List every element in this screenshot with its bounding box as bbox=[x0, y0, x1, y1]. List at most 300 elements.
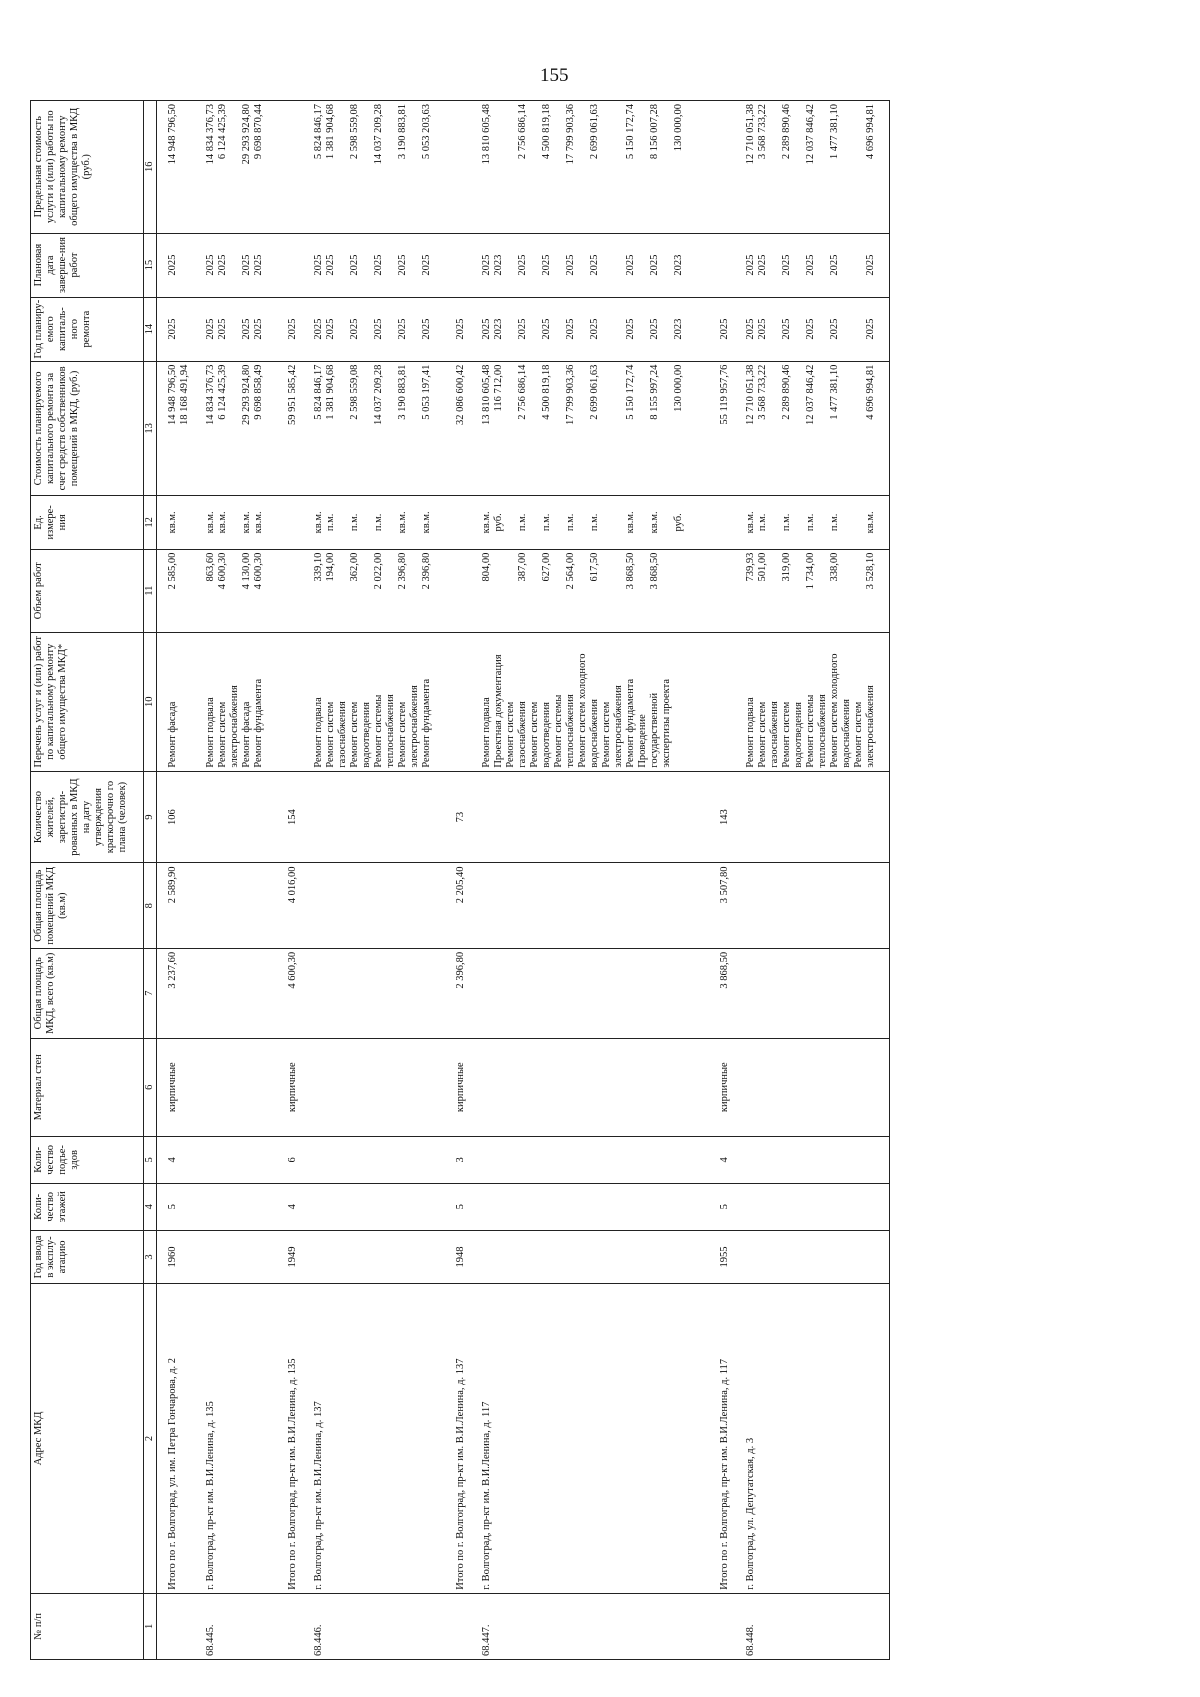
work-cost: 2 699 061,63 bbox=[589, 364, 600, 420]
work-unit: п.м. bbox=[349, 513, 360, 532]
work-name: Проектная документация bbox=[493, 654, 504, 768]
column-header: Материал стен bbox=[31, 1038, 144, 1136]
work-unit: руб. bbox=[673, 513, 684, 532]
wall-material: кирпичные bbox=[445, 1038, 467, 1136]
work-volume: 319,00 bbox=[781, 552, 792, 582]
limit-cost: 2 699 061,63 bbox=[589, 104, 600, 160]
limit-cost: 29 293 924,80 bbox=[241, 104, 252, 165]
work-unit: кв.м. bbox=[313, 511, 324, 534]
plan-year: 2025 bbox=[649, 318, 660, 340]
column-number: 8 bbox=[144, 863, 157, 948]
end-date: 2023 bbox=[493, 254, 504, 276]
limit-cost: 3 568 733,22 bbox=[757, 104, 768, 160]
limit-cost: 14 948 796,50 bbox=[167, 104, 178, 165]
work-volumes bbox=[299, 549, 445, 632]
empty-cell bbox=[191, 863, 277, 948]
total-area: 4 600,30 bbox=[277, 948, 299, 1038]
total-sum: 32 086 600,42 bbox=[455, 364, 466, 426]
work-unit: кв.м. bbox=[625, 511, 636, 534]
row-number bbox=[277, 1593, 299, 1659]
end-date: 2025 bbox=[541, 254, 552, 276]
work-costs bbox=[709, 361, 731, 496]
column-number: 6 bbox=[144, 1038, 157, 1136]
end-date: 2025 bbox=[241, 254, 252, 276]
work-name: Ремонт подвала bbox=[313, 697, 324, 768]
address: г. Волгоград, пр-кт им. В.И.Ленина, д. 135 bbox=[191, 1284, 277, 1594]
work-cost: 9 698 858,49 bbox=[253, 364, 264, 420]
empty-cell bbox=[299, 863, 445, 948]
work-names bbox=[191, 632, 277, 771]
plan-year: 2025 bbox=[205, 318, 216, 340]
limit-cost: 9 698 870,44 bbox=[253, 104, 264, 160]
limit-cost: 13 810 605,48 bbox=[481, 104, 492, 165]
plan-year: 2025 bbox=[313, 318, 324, 340]
year-built: 1949 bbox=[277, 1230, 299, 1283]
residents: 154 bbox=[277, 771, 299, 863]
plan-year: 2025 bbox=[805, 318, 816, 340]
end-date: 2023 bbox=[673, 254, 684, 276]
empty-cell bbox=[191, 1230, 277, 1283]
work-name: Ремонт системы теплоснабжения bbox=[373, 694, 396, 768]
column-number: 13 bbox=[144, 361, 157, 496]
work-cost: 1 381 904,68 bbox=[325, 364, 336, 420]
column-number: 5 bbox=[144, 1136, 157, 1183]
header-row bbox=[31, 101, 144, 1660]
end-date: 2025 bbox=[829, 254, 840, 276]
limit-cost: 8 156 007,28 bbox=[649, 104, 660, 160]
end-date: 2025 bbox=[649, 254, 660, 276]
limit-cost: 17 799 903,36 bbox=[565, 104, 576, 165]
plan-year: 2025 bbox=[589, 318, 600, 340]
work-cost: 2 289 890,46 bbox=[781, 364, 792, 420]
work-costs bbox=[299, 361, 445, 496]
work-cost: 3 190 883,81 bbox=[397, 364, 408, 420]
work-cost: 8 155 997,24 bbox=[649, 364, 660, 420]
end-date: 2025 bbox=[205, 254, 216, 276]
work-unit: п.м. bbox=[829, 513, 840, 532]
limit-cost: 5 053 203,63 bbox=[421, 104, 432, 160]
work-name: Ремонт систем водоотведения bbox=[529, 701, 552, 768]
work-unit: п.м. bbox=[781, 513, 792, 532]
work-name: Ремонт подвала bbox=[205, 697, 216, 768]
column-header: Адрес МКД bbox=[31, 1284, 144, 1594]
column-number: 1 bbox=[144, 1593, 157, 1659]
empty-cell bbox=[299, 1183, 445, 1230]
column-header: № п/п bbox=[31, 1593, 144, 1659]
work-names bbox=[299, 632, 445, 771]
row-number bbox=[445, 1593, 467, 1659]
plan-year: 2025 bbox=[829, 318, 840, 340]
work-volumes bbox=[277, 549, 299, 632]
work-unit: п.м. bbox=[589, 513, 600, 532]
work-costs bbox=[731, 361, 890, 496]
rooms-area: 2 205,40 bbox=[445, 863, 467, 948]
total-row bbox=[709, 101, 731, 1660]
address: г. Волгоград, ул. Депутатская, д. 3 bbox=[731, 1284, 890, 1594]
work-cost: 1 477 381,10 bbox=[829, 364, 840, 420]
work-units bbox=[731, 496, 890, 549]
work-name: Ремонт систем электроснабжения bbox=[601, 685, 624, 768]
work-volume: 2 564,00 bbox=[565, 552, 576, 590]
limit-cost: 1 381 904,68 bbox=[325, 104, 336, 160]
work-name: Ремонт систем холодного водоснабжения bbox=[577, 653, 600, 768]
limit-cost bbox=[493, 104, 517, 230]
floors: 5 bbox=[157, 1183, 192, 1230]
row-number: 68.448. bbox=[731, 1593, 890, 1659]
limit-costs bbox=[731, 101, 890, 234]
plan-year: 2023 bbox=[673, 318, 684, 340]
row-number bbox=[157, 1593, 192, 1659]
end-dates bbox=[299, 233, 445, 297]
column-header: Коли-чество подъе-здов bbox=[31, 1136, 144, 1183]
work-costs bbox=[157, 361, 192, 496]
work-volume: 627,00 bbox=[541, 552, 552, 582]
plan-years bbox=[709, 297, 731, 361]
residents: 143 bbox=[709, 771, 731, 863]
limit-costs bbox=[709, 101, 731, 234]
column-number: 7 bbox=[144, 948, 157, 1038]
work-volume: 863,60 bbox=[205, 552, 216, 582]
end-date: 2025 bbox=[167, 254, 178, 276]
column-header: Общая площадь помещений МКД (кв.м) bbox=[31, 863, 144, 948]
limit-cost: 12 710 051,38 bbox=[745, 104, 756, 165]
empty-cell bbox=[731, 863, 890, 948]
work-unit: п.м. bbox=[517, 513, 528, 532]
row-number: 68.445. bbox=[191, 1593, 277, 1659]
work-name: Ремонт систем холодного водоснабжения bbox=[829, 653, 852, 768]
empty-cell bbox=[731, 948, 890, 1038]
empty-cell bbox=[191, 771, 277, 863]
plan-year: 2025 bbox=[217, 318, 228, 340]
floors: 5 bbox=[445, 1183, 467, 1230]
plan-year: 2025 bbox=[167, 318, 178, 340]
total-row bbox=[157, 101, 192, 1660]
end-date: 2025 bbox=[253, 254, 264, 276]
work-unit: кв.м. bbox=[481, 511, 492, 534]
column-header: Количество жителей, зарегистри-рованных в МКД на дату утверждения краткосрочно го плана (человек) bbox=[31, 771, 144, 863]
column-number: 16 bbox=[144, 101, 157, 234]
work-volumes bbox=[445, 549, 467, 632]
work-volume: 338,00 bbox=[829, 552, 840, 582]
end-dates bbox=[157, 233, 192, 297]
plan-year: 2025 bbox=[421, 318, 432, 340]
entrances: 4 bbox=[157, 1136, 192, 1183]
page-number: 155 bbox=[540, 65, 569, 86]
work-units bbox=[277, 496, 299, 549]
work-unit: п.м. bbox=[757, 513, 768, 532]
empty-cell bbox=[467, 1230, 709, 1283]
end-dates bbox=[277, 233, 299, 297]
house-row bbox=[299, 101, 445, 1660]
house-row bbox=[191, 101, 277, 1660]
wall-material: кирпичные bbox=[157, 1038, 192, 1136]
work-units bbox=[445, 496, 467, 549]
rooms-area: 4 016,00 bbox=[277, 863, 299, 948]
rotated-page bbox=[30, 60, 1170, 1660]
end-date: 2025 bbox=[421, 254, 432, 276]
column-number: 15 bbox=[144, 233, 157, 297]
work-unit: кв.м. bbox=[167, 511, 178, 534]
end-date: 2025 bbox=[397, 254, 408, 276]
column-header: Перечень услуг и (или) работ по капитальному ремонту общего имущества МКД* bbox=[31, 632, 144, 771]
entrances: 6 bbox=[277, 1136, 299, 1183]
end-date: 2025 bbox=[565, 254, 576, 276]
repair-plan-table bbox=[30, 100, 890, 1660]
work-name: Ремонт систем газоснабжения bbox=[505, 701, 528, 768]
year-built: 1955 bbox=[709, 1230, 731, 1283]
work-volume bbox=[493, 553, 517, 629]
work-unit: кв.м. bbox=[253, 511, 264, 534]
end-date: 2025 bbox=[745, 254, 756, 276]
house-row bbox=[731, 101, 890, 1660]
column-number: 2 bbox=[144, 1284, 157, 1594]
end-date: 2025 bbox=[313, 254, 324, 276]
work-volume: 4 600,30 bbox=[217, 552, 228, 590]
address: г. Волгоград, пр-кт им. В.И.Ленина, д. 137 bbox=[299, 1284, 445, 1594]
empty-cell bbox=[467, 863, 709, 948]
limit-costs bbox=[191, 101, 277, 234]
limit-cost: 4 696 994,81 bbox=[865, 104, 876, 160]
work-volumes bbox=[157, 549, 192, 632]
end-date: 2025 bbox=[757, 254, 768, 276]
end-date: 2025 bbox=[865, 254, 876, 276]
empty-cell bbox=[191, 1136, 277, 1183]
column-header: Год ввода в эксплу-атацию bbox=[31, 1230, 144, 1283]
row-number bbox=[709, 1593, 731, 1659]
work-unit: кв.м. bbox=[649, 511, 660, 534]
work-volumes bbox=[709, 549, 731, 632]
work-cost: 116 712,00 bbox=[493, 364, 504, 412]
work-unit: руб. bbox=[493, 513, 504, 532]
limit-cost: 4 500 819,18 bbox=[541, 104, 552, 160]
work-cost: 2 756 686,14 bbox=[517, 364, 528, 420]
work-name: Ремонт подвала bbox=[481, 697, 492, 768]
work-cost: 5 824 846,17 bbox=[313, 364, 324, 420]
end-dates bbox=[467, 233, 709, 297]
end-date: 2025 bbox=[589, 254, 600, 276]
column-header: Год планиру-емого капиталь-ного ремонта bbox=[31, 297, 144, 361]
work-volume: 2 396,80 bbox=[397, 552, 408, 590]
empty-cell bbox=[731, 1136, 890, 1183]
plan-years bbox=[445, 297, 467, 361]
work-cost: 29 293 924,80 bbox=[241, 364, 252, 426]
work-names bbox=[277, 632, 299, 771]
work-names bbox=[467, 632, 709, 771]
empty-cell bbox=[731, 771, 890, 863]
work-name: Ремонт систем водоотведения bbox=[781, 701, 804, 768]
total-area: 2 396,80 bbox=[445, 948, 467, 1038]
work-unit: кв.м. bbox=[397, 511, 408, 534]
column-number: 10 bbox=[144, 632, 157, 771]
plan-years bbox=[731, 297, 890, 361]
work-units bbox=[299, 496, 445, 549]
column-number: 14 bbox=[144, 297, 157, 361]
work-name: Ремонт систем газоснабжения bbox=[325, 701, 348, 768]
plan-year: 2025 bbox=[745, 318, 756, 340]
work-volume: 362,00 bbox=[349, 552, 360, 582]
limit-cost: 2 598 559,08 bbox=[349, 104, 360, 160]
work-name: Ремонт систем электроснабжения bbox=[853, 685, 876, 768]
work-volume: 804,00 bbox=[481, 552, 492, 582]
work-unit: п.м. bbox=[565, 513, 576, 532]
empty-cell bbox=[467, 948, 709, 1038]
end-date: 2025 bbox=[325, 254, 336, 276]
limit-cost: 12 037 846,42 bbox=[805, 104, 816, 165]
empty-cell bbox=[191, 948, 277, 1038]
total-sum: 55 119 957,76 bbox=[719, 364, 730, 425]
plan-year: 2025 bbox=[565, 318, 576, 340]
empty-cell bbox=[299, 948, 445, 1038]
limit-costs bbox=[299, 101, 445, 234]
plan-year: 2025 bbox=[757, 318, 768, 340]
residents: 73 bbox=[445, 771, 467, 863]
work-costs bbox=[191, 361, 277, 496]
work-volume: 4 130,00 bbox=[241, 552, 252, 590]
total-sum: 59 951 585,42 bbox=[287, 364, 298, 426]
year-built: 1948 bbox=[445, 1230, 467, 1283]
work-name: Ремонт фундамента bbox=[625, 678, 636, 768]
plan-year: 2025 bbox=[541, 318, 552, 340]
column-number-row bbox=[144, 101, 157, 1660]
address: Итого по г. Волгоград, пр-кт им. В.И.Ленина, д. 137 bbox=[445, 1284, 467, 1594]
column-header: Плановая дата заверше-ния работ bbox=[31, 233, 144, 297]
column-header: Стоимость планируемого капитального ремонта за счет средств собственников помещений в МКД, (руб.) bbox=[31, 361, 144, 496]
empty-cell bbox=[299, 1230, 445, 1283]
work-volume: 2 585,00 bbox=[167, 552, 178, 590]
work-volume: 339,10 bbox=[313, 552, 324, 582]
limit-costs bbox=[157, 101, 192, 234]
work-units bbox=[709, 496, 731, 549]
column-number: 3 bbox=[144, 1230, 157, 1283]
end-date: 2025 bbox=[217, 254, 228, 276]
empty-cell bbox=[299, 1038, 445, 1136]
column-header: Коли-чество этажей bbox=[31, 1183, 144, 1230]
end-date: 2025 bbox=[781, 254, 792, 276]
work-unit: кв.м. bbox=[421, 511, 432, 534]
work-unit: п.м. bbox=[541, 513, 552, 532]
total-year: 2025 bbox=[719, 318, 730, 340]
plan-years bbox=[277, 297, 299, 361]
limit-costs bbox=[467, 101, 709, 234]
work-cost: 12 037 846,42 bbox=[805, 364, 816, 426]
work-unit: кв.м. bbox=[241, 511, 252, 534]
work-cost: 14 834 376,73 bbox=[205, 364, 216, 426]
address: Итого по г. Волгоград, пр-кт им. В.И.Ленина, д. 117 bbox=[709, 1284, 731, 1594]
end-date: 2025 bbox=[625, 254, 636, 276]
work-unit: кв.м. bbox=[217, 511, 228, 534]
end-dates bbox=[445, 233, 467, 297]
rooms-area: 3 507,80 bbox=[709, 863, 731, 948]
work-volume bbox=[673, 553, 709, 629]
row-number: 68.447. bbox=[467, 1593, 709, 1659]
limit-cost: 3 190 883,81 bbox=[397, 104, 408, 160]
wall-material: кирпичные bbox=[709, 1038, 731, 1136]
total-row bbox=[277, 101, 299, 1660]
work-names bbox=[445, 632, 467, 771]
work-volumes bbox=[191, 549, 277, 632]
limit-cost: 6 124 425,39 bbox=[217, 104, 228, 160]
empty-cell bbox=[731, 1230, 890, 1283]
work-name: Ремонт фасада bbox=[167, 701, 178, 768]
work-name: Ремонт систем электроснабжения bbox=[397, 685, 420, 768]
work-cost: 12 710 051,38 bbox=[745, 364, 756, 426]
limit-cost: 14 037 209,28 bbox=[373, 104, 384, 165]
empty-cell bbox=[467, 1183, 709, 1230]
total-row bbox=[445, 101, 467, 1660]
work-name: Проведение государственной экспертизы проекта bbox=[637, 678, 672, 768]
plan-year: 2023 bbox=[493, 318, 504, 340]
empty-cell bbox=[191, 1183, 277, 1230]
limit-cost: 14 834 376,73 bbox=[205, 104, 216, 165]
work-unit: кв.м. bbox=[745, 511, 756, 534]
work-cost: 6 124 425,39 bbox=[217, 364, 228, 420]
work-volume: 3 868,50 bbox=[625, 552, 636, 590]
plan-year: 2025 bbox=[373, 318, 384, 340]
limit-cost: 5 824 846,17 bbox=[313, 104, 324, 160]
work-units bbox=[467, 496, 709, 549]
plan-years bbox=[467, 297, 709, 361]
plan-year: 2025 bbox=[253, 318, 264, 340]
row-number: 68.446. bbox=[299, 1593, 445, 1659]
limit-cost: 5 150 172,74 bbox=[625, 104, 636, 160]
limit-cost: 2 289 890,46 bbox=[781, 104, 792, 160]
work-cost: 5 053 197,41 bbox=[421, 364, 432, 420]
end-dates bbox=[731, 233, 890, 297]
work-name: Ремонт системы теплоснабжения bbox=[553, 694, 576, 768]
limit-cost: 2 756 686,14 bbox=[517, 104, 528, 160]
work-name: Ремонт систем газоснабжения bbox=[757, 701, 780, 768]
work-units bbox=[157, 496, 192, 549]
wall-material: кирпичные bbox=[277, 1038, 299, 1136]
plan-year: 2025 bbox=[349, 318, 360, 340]
column-number: 11 bbox=[144, 549, 157, 632]
column-number: 9 bbox=[144, 771, 157, 863]
empty-cell bbox=[299, 771, 445, 863]
work-name: Ремонт систем водоотведения bbox=[349, 701, 372, 768]
plan-year: 2025 bbox=[625, 318, 636, 340]
work-unit: кв.м. bbox=[865, 511, 876, 534]
column-number: 12 bbox=[144, 496, 157, 549]
empty-cell bbox=[191, 1038, 277, 1136]
empty-cell bbox=[467, 1136, 709, 1183]
work-volume: 387,00 bbox=[517, 552, 528, 582]
entrances: 3 bbox=[445, 1136, 467, 1183]
work-unit: п.м. bbox=[805, 513, 816, 532]
work-name: Ремонт фундамента bbox=[253, 678, 264, 768]
work-volume: 617,50 bbox=[589, 552, 600, 582]
work-cost: 3 568 733,22 bbox=[757, 364, 768, 420]
total-area: 3 868,50 bbox=[709, 948, 731, 1038]
house-row bbox=[467, 101, 709, 1660]
work-volume: 3 528,10 bbox=[865, 552, 876, 590]
plan-year: 2025 bbox=[325, 318, 336, 340]
work-unit: кв.м. bbox=[205, 511, 216, 534]
work-volume: 3 868,50 bbox=[649, 552, 660, 590]
column-header: Общая площадь МКД, всего (кв.м) bbox=[31, 948, 144, 1038]
work-units bbox=[191, 496, 277, 549]
work-names bbox=[157, 632, 192, 771]
work-cost: 4 500 819,18 bbox=[541, 364, 552, 420]
work-name: Ремонт систем электроснабжения bbox=[217, 685, 240, 768]
empty-cell bbox=[731, 1183, 890, 1230]
column-header: Предельная стоимость услуги и (или) работы по капитальному ремонту общего имущества в МКД (руб.) bbox=[31, 101, 144, 234]
work-name: Ремонт подвала bbox=[745, 697, 756, 768]
empty-cell bbox=[467, 1038, 709, 1136]
end-date: 2025 bbox=[517, 254, 528, 276]
end-date: 2025 bbox=[373, 254, 384, 276]
plan-year: 2025 bbox=[241, 318, 252, 340]
total-area: 3 237,60 bbox=[157, 948, 192, 1038]
